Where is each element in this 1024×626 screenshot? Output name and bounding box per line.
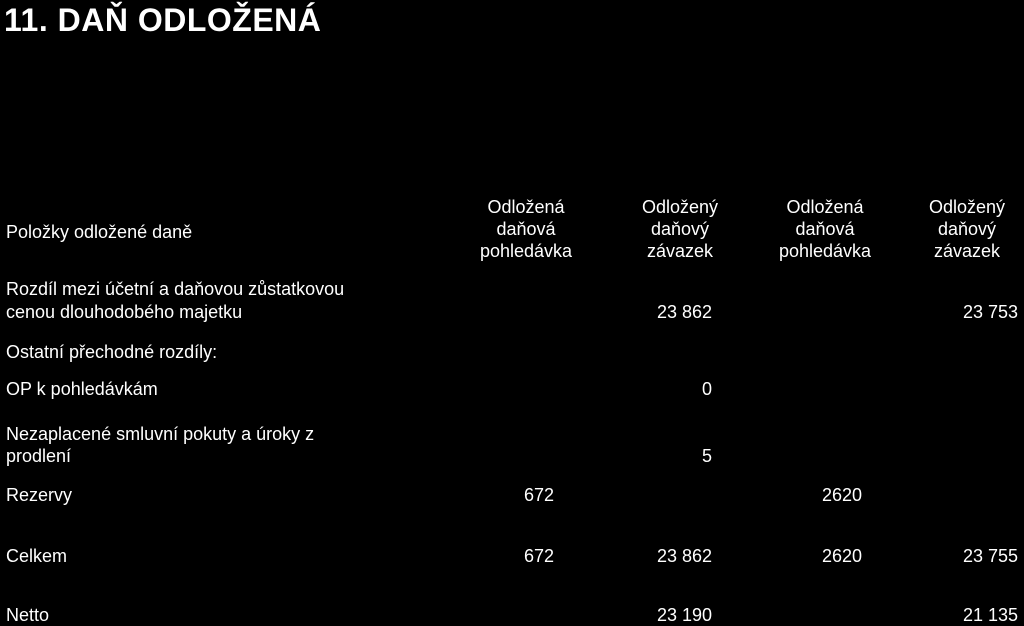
table-cell: 2620 <box>821 546 862 566</box>
row-label-line: cenou dlouhodobého majetku <box>6 302 243 322</box>
row-label-line: Ostatní přechodné rozdíly: <box>6 342 218 362</box>
row-label-line: Netto <box>6 605 50 625</box>
row-label-line: prodlení <box>6 446 72 466</box>
table-cell: 2620 <box>821 485 862 505</box>
table-cell: 672 <box>523 485 554 505</box>
row-label-line: Nezaplacené smluvní pokuty a úroky z <box>6 424 315 444</box>
section-heading: 11. DAŇ ODLOŽENÁ <box>4 2 322 38</box>
table-cell: 23 862 <box>656 546 712 566</box>
row-label-line: Rozdíl mezi účetní a daňovou zůstatkovou <box>6 279 345 299</box>
table-cell: 23 190 <box>656 605 712 625</box>
column-header-1: Odložená daňová pohledávka <box>479 197 573 261</box>
column-header-2: Odložený daňový závazek <box>641 197 719 261</box>
table-cell: 672 <box>523 546 554 566</box>
row-label-line: OP k pohledávkám <box>6 379 158 399</box>
row-header-label: Položky odložené daně <box>6 222 193 242</box>
column-header-4: Odložený daňový závazek <box>928 197 1006 261</box>
row-label-line: Rezervy <box>6 485 73 505</box>
column-header-3: Odložená daňová pohledávka <box>778 197 872 261</box>
table-cell: 21 135 <box>962 605 1018 625</box>
table-cell: 5 <box>701 446 712 466</box>
table-cell: 23 753 <box>962 302 1018 322</box>
row-label-line: Celkem <box>6 546 68 566</box>
table-cell: 23 755 <box>962 546 1018 566</box>
table-cell: 0 <box>701 379 712 399</box>
table-cell: 23 862 <box>656 302 712 322</box>
